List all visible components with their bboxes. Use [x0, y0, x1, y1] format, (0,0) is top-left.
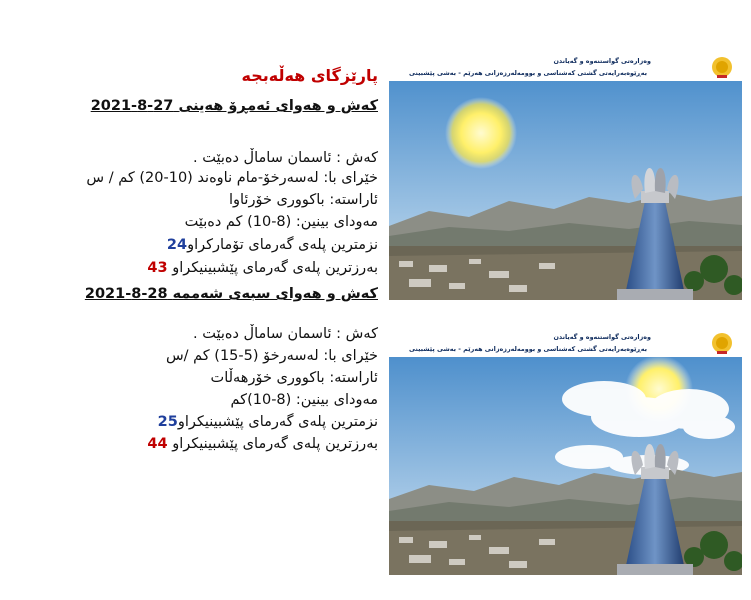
day2-max-label: بەرزترین پلەی گەرمای پێشبینیکراو	[172, 436, 378, 452]
day1-direction: ئاراستە: باکووری خۆرئاوا	[228, 192, 378, 208]
day1-date: 27-8-2021	[90, 98, 174, 114]
day1-max-value: 43	[147, 260, 168, 276]
day2-min-temp	[158, 412, 378, 432]
day2-sky: کەش : ئاسمان ساماڵ دەبێت .	[193, 326, 378, 342]
day1-min-value: 24	[166, 237, 188, 253]
day2-min-value: 25	[157, 414, 178, 430]
day1-wind: خێرای با: لەسەرخۆ-مام ناوەند (10-20) کم / س	[86, 170, 378, 186]
location-title: پارێزگای هەڵەبجە	[241, 66, 378, 85]
day1-max-label: بەرزترین پلەی گەرمای پێشبینیکراو	[172, 260, 378, 276]
day1-sky: کەش : ئاسمان ساماڵ دەبێت .	[193, 150, 378, 166]
banner-directorate: بەڕێوەبەرایەتی گشتی کەشناسی و بوومەلەرزەزانی هەرێم - بەشی پێشبینی	[409, 345, 648, 353]
day2-header-label: کەش و هەوای سبەی شەممە	[172, 286, 378, 302]
day2-wind: خێرای با: لەسەرخۆ (5-15) کم /س	[165, 348, 378, 364]
day2-max-value: 44	[147, 436, 168, 452]
banner-ministry: وەزارەتی گواستنەوە و گەیاندن	[553, 333, 651, 341]
forecast-image-tomorrow	[389, 327, 742, 575]
day2-date: 28-8-2021	[84, 286, 168, 302]
day2-visibility: مەودای بینین: (8-10)کم	[230, 392, 378, 408]
forecast-image-today	[389, 51, 742, 300]
day1-min-temp	[167, 235, 378, 255]
banner-ministry: وەزارەتی گواستنەوە و گەیاندن	[553, 57, 651, 65]
day2-min-label: نزمترین پلەی گەرمای پێشبینیکراو	[177, 414, 378, 430]
day1-header-label: کەش و هەوای ئەمڕۆ هەینی	[178, 98, 378, 114]
day1-visibility: مەودای بینین: (8-10) کم دەبێت	[184, 214, 378, 230]
day1-min-label: نزمترین پلەی گەرمای تۆمارکراو	[187, 237, 378, 253]
day2-direction: ئاراستە: باکووری خۆرهەڵات	[210, 370, 378, 386]
day2-header	[85, 284, 378, 304]
day1-max-temp	[147, 258, 378, 278]
day1-header	[91, 96, 378, 116]
day2-max-temp	[147, 434, 378, 454]
sun-icon	[445, 97, 517, 169]
banner-directorate: بەڕێوەبەرایەتی گشتی کەشناسی و بوومەلەرزەزانی هەرێم - بەشی پێشبینی	[409, 69, 648, 77]
